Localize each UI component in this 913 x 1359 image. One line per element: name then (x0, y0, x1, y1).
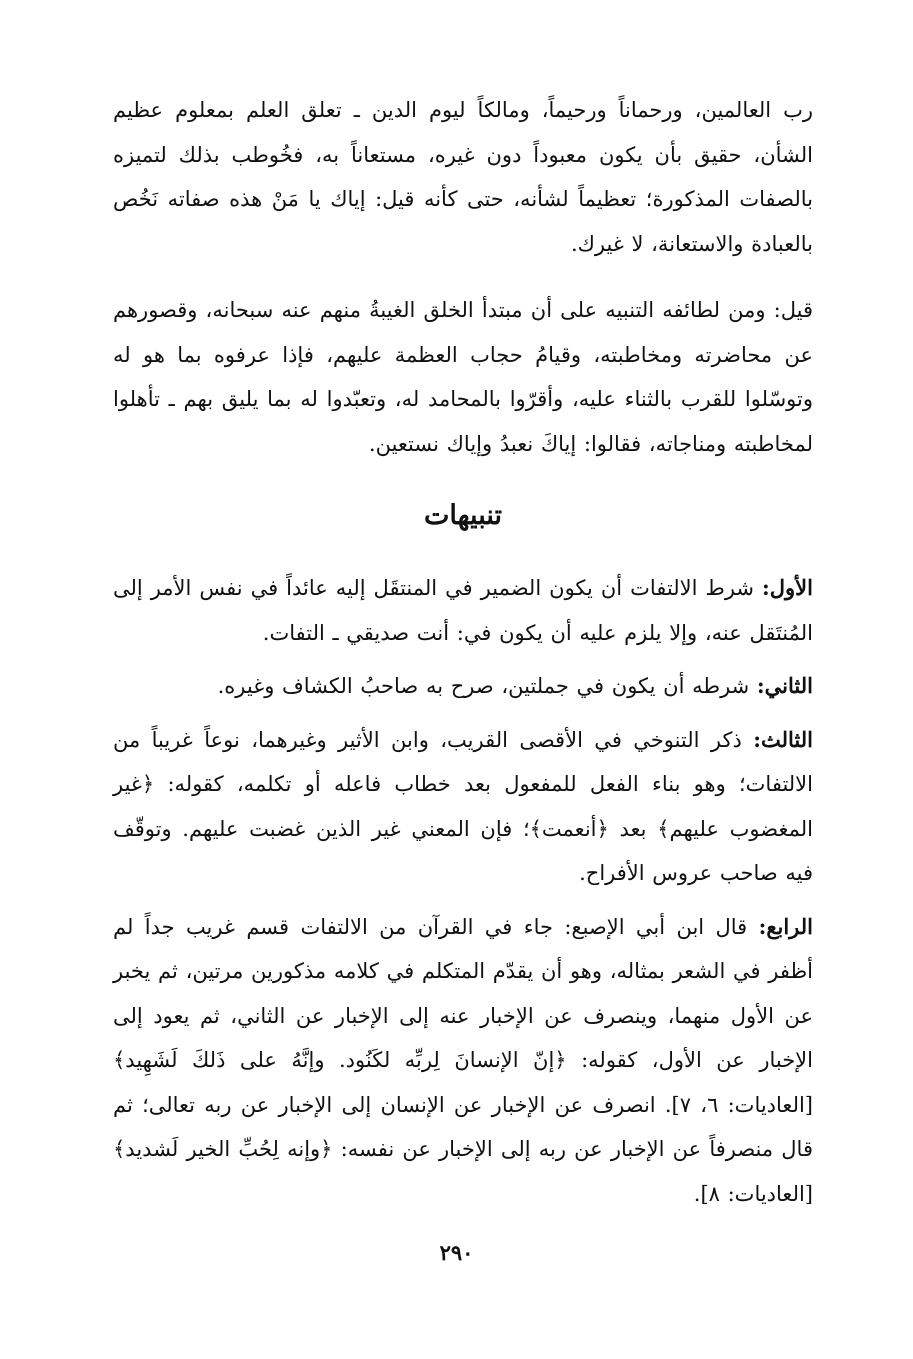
note-lead: الرابع: (758, 913, 813, 939)
page-content (113, 88, 813, 1216)
note-lead: الثالث: (753, 726, 813, 752)
note-text: شرط الالتفات أن يكون الضمير في المنتقَل إليه عائداً في نفس الأمر إلى المُنتَقل عنه، وإلا يلزم عليه أن يكون في: أنت صديقي ـ التفات. (113, 576, 813, 645)
note-paragraph-second (113, 664, 813, 709)
note-text: شرطه أن يكون في جملتين، صرح به صاحبُ الكشاف وغيره. (217, 674, 757, 698)
note-lead: الثاني: (756, 673, 813, 698)
note-paragraph-first (113, 566, 813, 655)
note-lead: الأول: (762, 575, 813, 600)
intro-paragraph-2: قيل: ومن لطائفه التنبيه على أن مبتدأ الخلق الغيبةُ منهم عنه سبحانه، وقصورهم عن محاضرته ومخاطبته، وقيامُ حجاب العظمة عليهم، فإذا عرفوه بما هو له وتوسّلوا للقرب بالثناء عليه، وأقرّوا بالمحامد له، وتعبّدوا له بما يليق بهم ـ تأهلوا لمخاطبته ومناجاته، فقالوا: إياكَ نعبدُ وإياك نستعين. (113, 298, 813, 456)
intro-paragraph-1: رب العالمين، ورحماناً ورحيماً، ومالكاً ليوم الدين ـ تعلق العلم بمعلوم عظيم الشأن، حقيق بأن يكون معبوداً دون غيره، مستعاناً به، فخُوطب بذلك لتميزه بالصفات المذكورة؛ تعظيماً لشأنه، حتى كأنه قيل: إياك يا مَنْ هذه صفاته نَخُص بالعبادة والاستعانة، لا غيرك. (113, 98, 813, 256)
note-paragraph-third (113, 718, 813, 896)
note-paragraph-fourth (113, 905, 813, 1217)
section-heading: تنبيهات (423, 500, 503, 531)
note-text: ذكر التنوخي في الأقصى القريب، وابن الأثير وغيرهما، نوعاً غريباً من الالتفات؛ وهو بناء الفعل للمفعول بعد خطاب فاعله أو تكلمه، كقوله: ﴿غير المغضوب عليهم﴾ بعد ﴿أنعمت﴾؛ فإن المعني غير الذين غضبت عليهم. وتوقّف فيه صاحب عروس الأفراح. (113, 727, 813, 885)
note-text: قال ابن أبي الإصبع: جاء في القرآن من الالتفات قسم غريب جداً لم أظفر في الشعر بمثاله، وهو أن يقدّم المتكلم في كلامه مذكورين مرتين، ثم يخبر عن الأول منهما، وينصرف عن الإخبار عنه إلى الإخبار عن الثاني، ثم يعود إلى الإخبار عن الأول، كقوله: ﴿إنّ الإنسانَ لِربِّه لكَنُود. وإنَّهُ على ذَلكَ لَشَهِيد﴾ [العاديات: ٦، ٧]. انصرف عن الإخبار عن الإنسان إلى الإخبار عن ربه تعالى؛ ثم قال منصرفاً عن الإخبار عن ربه إلى الإخبار عن نفسه: ﴿وإنه لِحُبِّ الخير لَشديد﴾ [العاديات: ٨]. (113, 914, 813, 1206)
page-number: ٢٩٠ (439, 1240, 474, 1265)
